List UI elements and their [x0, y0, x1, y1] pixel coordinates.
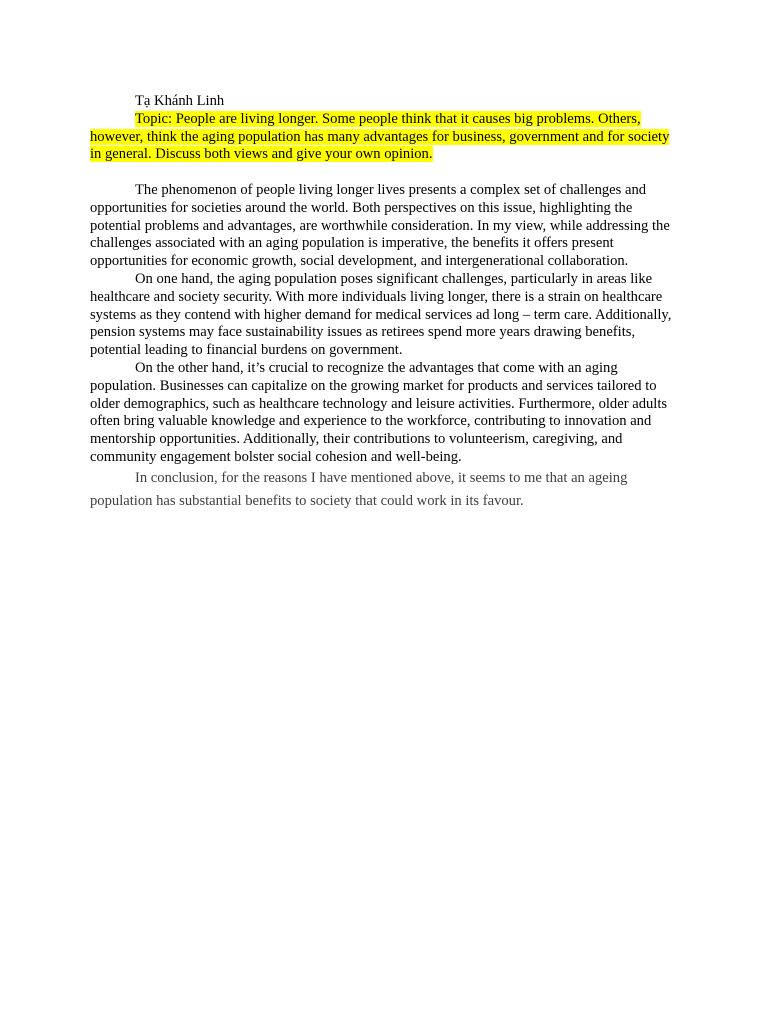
essay-topic [90, 111, 680, 164]
conclusion-paragraph: In conclusion, for the reasons I have mentioned above, it seems to me that an ageing population has substantial benefits to society that could work in its favour. [90, 469, 628, 510]
body-paragraph-problems: On one hand, the aging population poses significant challenges, particularly in areas like healthcare and society security. With more individuals living longer, there is a strain on healthcare systems as they contend with higher demand for medical services ad long – term care. Additionally, pension systems may face sustainability issues as retirees spend more years drawing benefits, potential leading to financial burdens on government. [90, 270, 672, 359]
document-page [90, 93, 680, 514]
body-paragraph-advantages: On the other hand, it’s crucial to recognize the advantages that come with an aging population. Businesses can capitalize on the growing market for products and services tailored to older demographics, such as healthcare technology and leisure activities. Furthermore, older adults often bring valuable knowledge and experience to the workforce, contributing to innovation and mentorship opportunities. Additionally, their contributions to volunteerism, caregiving, and community engagement bolster social cohesion and well-being. [90, 359, 668, 465]
author-name: Tạ Khánh Linh [135, 93, 225, 109]
blank-line [90, 164, 680, 182]
topic-highlight: Topic: People are living longer. Some people think that it causes big problems. Others, however, think the aging population has many advantages for business, government and for society in general. Discuss both views and give your own opinion. [90, 110, 670, 163]
introduction-paragraph: The phenomenon of people living longer lives presents a complex set of challenges and opportunities for societies around the world. Both perspectives on this issue, highlighting the potential problems and advantages, are worthwhile consideration. In my view, while addressing the challenges associated with an aging population is imperative, the benefits it offers present opportunities for economic growth, social development, and intergenerational collaboration. [90, 181, 670, 270]
